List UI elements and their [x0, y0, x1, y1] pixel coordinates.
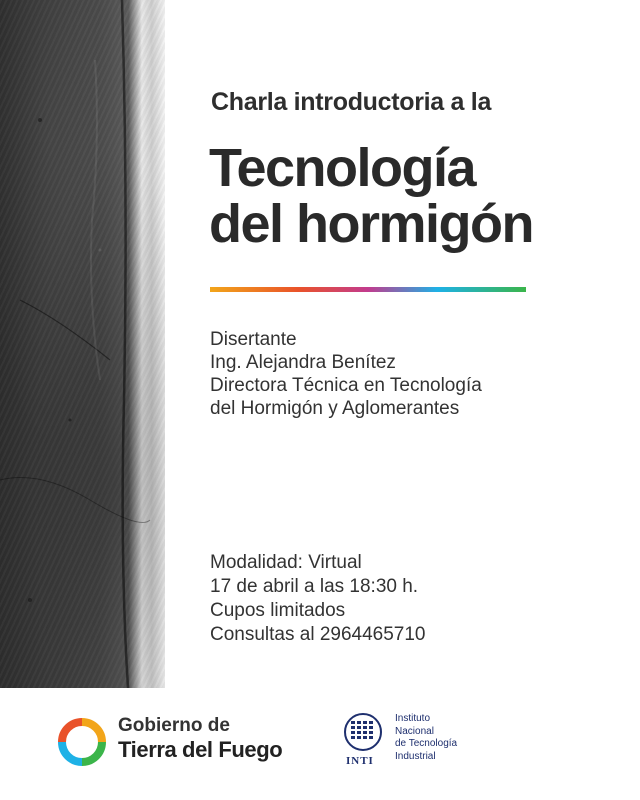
event-mode: Modalidad: Virtual — [210, 552, 362, 573]
inti-wordmark — [395, 713, 457, 763]
speaker-label: Disertante — [210, 329, 297, 350]
inti-line-2: Nacional — [395, 725, 434, 737]
page-title — [209, 140, 629, 252]
title-line-1: Tecnología — [209, 138, 476, 198]
gobierno-line-1: Gobierno de — [118, 715, 230, 736]
event-capacity: Cupos limitados — [210, 600, 346, 621]
inti-line-4: Industrial — [395, 750, 436, 762]
gradient-divider — [210, 287, 526, 292]
speaker-block — [210, 328, 630, 420]
event-details — [210, 551, 630, 647]
speaker-role-line-2: del Hormigón y Aglomerantes — [210, 398, 460, 419]
gobierno-tdf-logo-icon — [58, 718, 106, 766]
gobierno-tdf-wordmark — [118, 715, 282, 763]
speaker-role-line-1: Directora Técnica en Tecnología — [210, 375, 482, 396]
event-contact: Consultas al 2964465710 — [210, 624, 426, 645]
inti-line-1: Instituto — [395, 713, 431, 724]
inti-logo-icon — [341, 712, 385, 754]
event-date: 17 de abril a las 18:30 h. — [210, 576, 419, 597]
gobierno-line-2: Tierra del Fuego — [118, 737, 283, 762]
concrete-cracks — [0, 0, 165, 688]
concrete-texture-image — [0, 0, 165, 688]
intro-heading: Charla introductoria a la — [211, 88, 492, 116]
title-line-2: del hormigón — [209, 194, 533, 254]
speaker-name: Ing. Alejandra Benítez — [210, 352, 396, 373]
inti-acronym: INTI — [346, 755, 374, 767]
inti-line-3: de Tecnología — [395, 738, 458, 749]
footer — [0, 688, 640, 800]
